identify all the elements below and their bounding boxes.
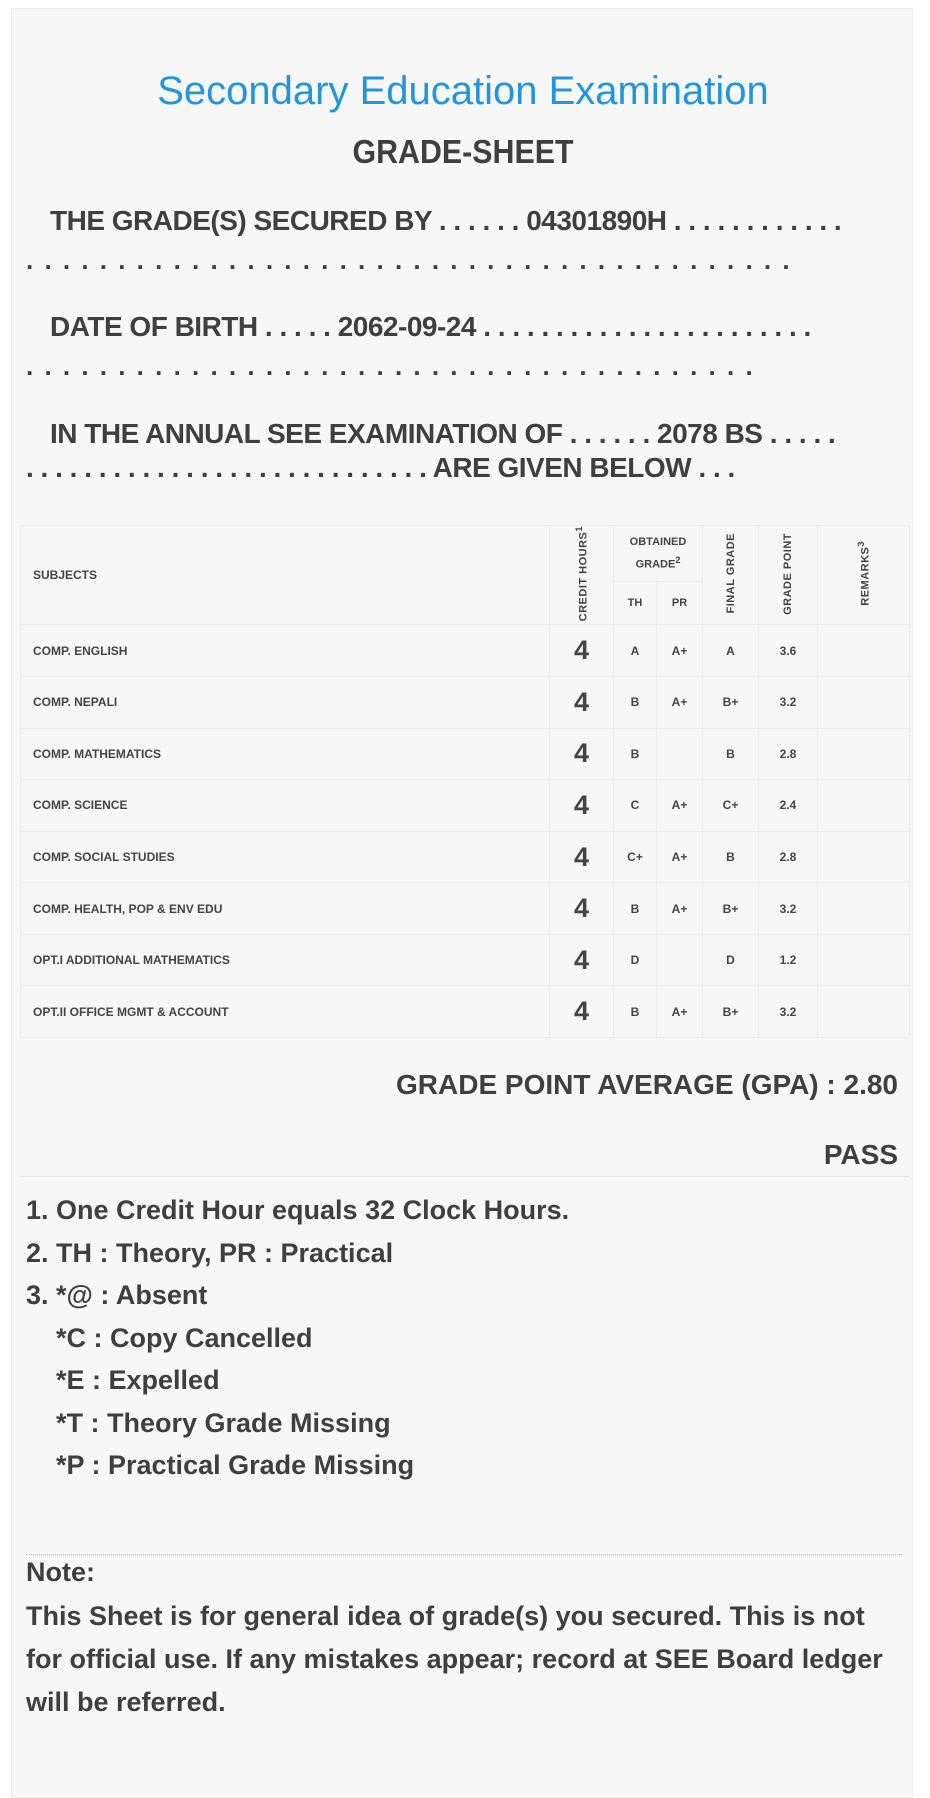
dob-line: DATE OF BIRTH . . . . . 2062-09-24 . . . . . . . . . . . . . . . . . . . . . . . [50,311,811,342]
footnote: *T : Theory Grade Missing [56,1407,391,1438]
footnote: 2. TH : Theory, PR : Practical [26,1237,394,1268]
table-row [21,728,910,780]
grade-point-cell: 3.2 [759,883,818,935]
final-grade-cell: B+ [703,883,759,935]
subject-cell: OPT.I ADDITIONAL MATHEMATICS [21,934,550,986]
final-grade-cell: B [703,831,759,883]
table-row [21,986,910,1038]
final-grade-cell: C+ [703,780,759,832]
table-row [21,780,910,832]
credit-hours-cell: 4 [550,986,614,1038]
practical-grade-cell [657,934,703,986]
practical-grade-cell: A+ [657,625,703,677]
theory-grade-cell: A [614,625,657,677]
divider [20,1176,910,1177]
grade-point-cell: 2.8 [759,831,818,883]
final-grade-cell: B+ [703,676,759,728]
footnote: 3. *@ : Absent [26,1280,208,1310]
theory-grade-cell: B [614,883,657,935]
final-grade-cell: A [703,625,759,677]
table-row [21,625,910,677]
subject-cell: COMP. HEALTH, POP & ENV EDU [21,883,550,935]
credit-hours-cell: 4 [550,883,614,935]
subject-cell: COMP. SOCIAL STUDIES [21,831,550,883]
credit-hours-cell: 4 [550,676,614,728]
credit-hours-cell: 4 [550,780,614,832]
table-row [21,676,910,728]
header-pr: PR [657,582,703,625]
credit-hours-cell: 4 [550,728,614,780]
theory-grade-cell: C+ [614,831,657,883]
header-final-grade: FINAL GRADE [703,526,759,625]
final-grade-cell: B [703,728,759,780]
practical-grade-cell: A+ [657,780,703,832]
subject-cell: COMP. ENGLISH [21,625,550,677]
practical-grade-cell: A+ [657,676,703,728]
theory-grade-cell: B [614,676,657,728]
credit-hours-cell: 4 [550,934,614,986]
footnote: *E : Expelled [56,1365,220,1395]
remarks-cell [818,831,910,883]
credit-hours-cell: 4 [550,831,614,883]
dob-dots: . . . . . . . . . . . . . . . . . . . . . . . . . . . . . . . . . . . . . . . . [26,351,755,381]
result-status: PASS [823,1139,898,1170]
note-text: This Sheet is for general idea of grade(s) you secured. This is not for official use. If any mistakes appear; record at SEE Board ledger will be referred. [26,1601,883,1717]
subject-cell: COMP. MATHEMATICS [21,728,550,780]
credit-hours-cell: 4 [550,625,614,677]
final-grade-cell: B+ [703,986,759,1038]
footnote: *P : Practical Grade Missing [56,1450,415,1480]
header-remarks: REMARKS$^3$ [818,526,910,625]
footnote: 1. One Credit Hour equals 32 Clock Hours. [26,1195,570,1225]
header-obtained-grade: OBTAINED GRADE$^2$ [614,526,703,582]
theory-grade-cell: D [614,934,657,986]
subject-cell: COMP. SCIENCE [21,780,550,832]
footnote: *C : Copy Cancelled [56,1322,313,1353]
practical-grade-cell [657,728,703,780]
header-th: TH [614,582,657,625]
table-row [21,831,910,883]
grade-point-cell: 3.2 [759,676,818,728]
exam-year-line-2: . . . . . . . . . . . . . . . . . . . . . . . . . . . . ARE GIVEN BELOW . . . [26,452,735,483]
exam-title: Secondary Education Examination [157,69,769,113]
grade-point-cell: 2.8 [759,728,818,780]
exam-year-line: IN THE ANNUAL SEE EXAMINATION OF . . . . . . 2078 BS . . . . . [50,418,836,449]
note-heading: Note: [26,1557,95,1587]
note-divider [26,1554,902,1555]
remarks-cell [818,883,910,935]
final-grade-cell: D [703,934,759,986]
table-row [21,934,910,986]
subject-cell: COMP. NEPALI [21,676,550,728]
remarks-cell [818,676,910,728]
grade-point-cell: 3.2 [759,986,818,1038]
subject-cell: OPT.II OFFICE MGMT & ACCOUNT [21,986,550,1038]
practical-grade-cell: A+ [657,831,703,883]
header-subjects: SUBJECTS [21,526,550,625]
gpa-text: GRADE POINT AVERAGE (GPA) : 2.80 [396,1069,898,1100]
grade-sheet-card [11,8,913,1798]
theory-grade-cell: B [614,728,657,780]
theory-grade-cell: C [614,780,657,832]
table-row [21,883,910,935]
remarks-cell [818,934,910,986]
practical-grade-cell: A+ [657,986,703,1038]
remarks-cell [818,780,910,832]
practical-grade-cell: A+ [657,883,703,935]
header-grade-point: GRADE POINT [759,526,818,625]
secured-by-dots: . . . . . . . . . . . . . . . . . . . . . . . . . . . . . . . . . . . . . . . . . . [26,245,792,275]
grade-point-cell: 1.2 [759,934,818,986]
remarks-cell [818,625,910,677]
remarks-cell [818,986,910,1038]
remarks-cell [818,728,910,780]
theory-grade-cell: B [614,986,657,1038]
sheet-subtitle: GRADE-SHEET [352,133,574,170]
grade-point-cell: 2.4 [759,780,818,832]
grades-table [20,525,910,1038]
secured-by-line: THE GRADE(S) SECURED BY . . . . . . 04301890H . . . . . . . . . . . . [50,205,842,236]
header-credit-hours: CREDIT HOURS$^1$ [550,526,614,625]
footnotes [26,1189,569,1487]
grade-point-cell: 3.6 [759,625,818,677]
